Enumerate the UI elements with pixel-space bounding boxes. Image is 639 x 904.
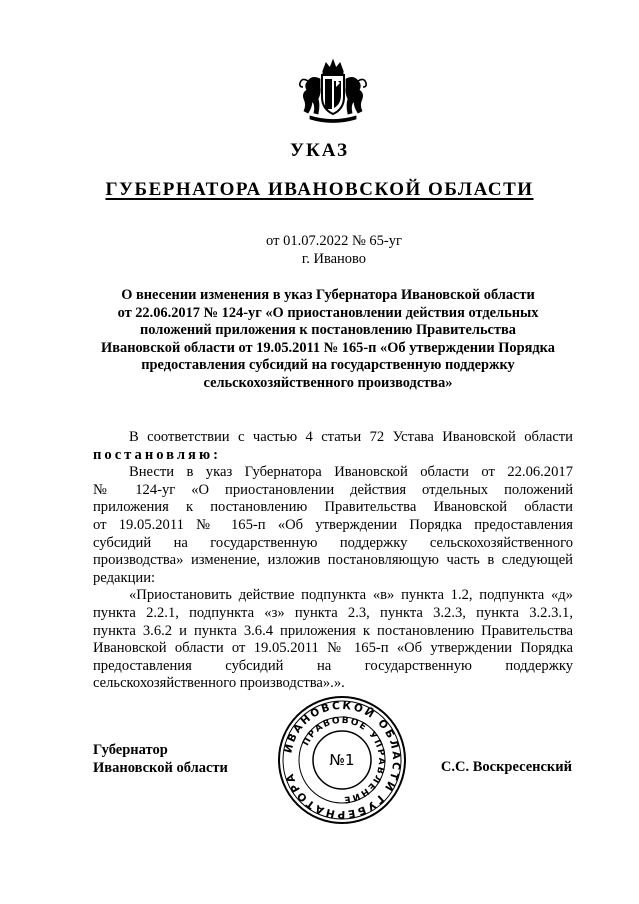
- date-and-place: [0, 232, 639, 268]
- paragraph1-line: редакции:: [93, 569, 156, 586]
- subject-line: сельскохозяйственного производства»: [203, 374, 453, 391]
- paragraph2-line: сельскохозяйственного производства».».: [93, 675, 345, 692]
- subject-line: предоставления субсидий на государственную поддержку: [141, 357, 515, 373]
- resolve-word: постановляю:: [93, 446, 221, 463]
- seal-outer-text: ИВАНОВСКОЙ ОБЛАСТИ ГУБЕРНАТОРА: [282, 699, 403, 821]
- paragraph1-line: Внести в указ Губернатора Ивановской области от 22.06.2017: [129, 464, 573, 481]
- paragraph2-line: предоставления субсидий на государственную поддержку: [93, 657, 573, 674]
- subject-line: положений приложения к постановлению Правительства: [140, 322, 516, 338]
- document-type-title: УКАЗ: [290, 140, 349, 161]
- paragraph1-line: субсидий на государственную поддержку сельскохозяйственного: [93, 534, 573, 551]
- subject-line: от 22.06.2017 № 124-уг «О приостановлении действия отдельных: [117, 304, 539, 321]
- subject-line: Ивановской области от 19.05.2011 № 165-п «Об утверждении Порядка: [101, 339, 555, 356]
- paragraph2-line: «Приостановить действие подпункта «в» пункта 1.2, подпункта «д»: [129, 587, 573, 604]
- decree-subject: [95, 287, 561, 392]
- decree-body: [93, 429, 573, 693]
- place: г. Иваново: [301, 251, 367, 267]
- official-seal-icon: [276, 694, 408, 826]
- coat-of-arms-icon: [296, 57, 370, 127]
- issuer-title: [0, 179, 639, 201]
- signatory-name: С.С. Воскресенский: [440, 759, 572, 775]
- signatory-position: [93, 741, 228, 777]
- seal-inner-text: ПРАВОВОЕ УПРАВЛЕНИЕ: [301, 715, 387, 805]
- position-line: Ивановской области: [93, 760, 228, 776]
- paragraph2-line: пункта 3.6.2 и пункта 3.6.4 приложения к постановлению Правительства: [93, 622, 573, 639]
- seal-number: №1: [329, 751, 355, 769]
- position-line: Губернатор: [93, 742, 168, 758]
- paragraph1-line: от 19.05.2011 № 165-п «Об утверждении Порядка предоставления: [93, 516, 573, 533]
- paragraph1-line: № 124-уг «О приостановлении действия отдельных положений: [93, 481, 573, 498]
- issuer-title-text: ГУБЕРНАТОРА ИВАНОВСКОЙ ОБЛАСТИ: [105, 179, 534, 200]
- preamble-line: В соответствии с частью 4 статьи 72 Устава Ивановской области: [129, 429, 573, 445]
- paragraph2-line: Ивановской области от 19.05.2011 № 165-п «Об утверждении Порядка: [93, 640, 573, 657]
- paragraph1-line: производства» изменение, изложив постановляющую часть в следующей: [93, 552, 573, 569]
- subject-line: О внесении изменения в указ Губернатора Ивановской области: [121, 287, 535, 303]
- paragraph2-line: пункта 2.2.1, подпункта «з» пункта 2.3, пункта 3.2.3, пункта 3.2.3.1,: [93, 604, 573, 621]
- paragraph1-line: приложения к постановлению Правительства Ивановской области: [93, 499, 573, 516]
- date-number: от 01.07.2022 № 65-уг: [266, 233, 402, 249]
